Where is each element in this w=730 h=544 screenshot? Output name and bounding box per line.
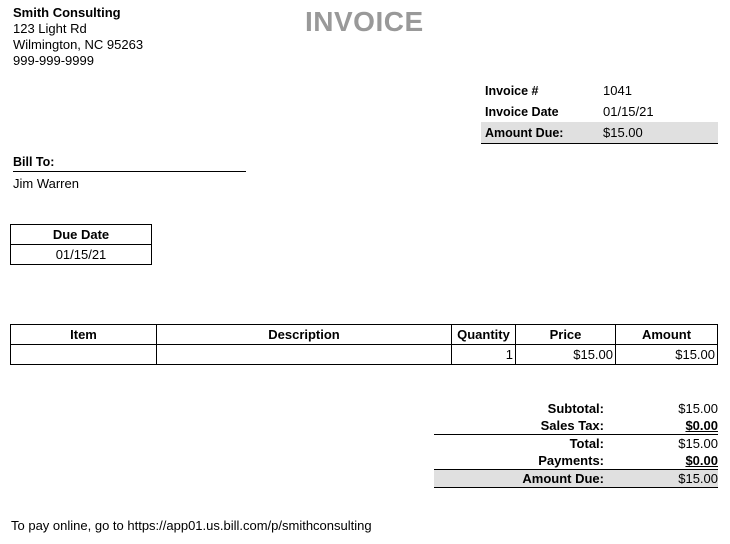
total-amount-due-row	[434, 470, 718, 488]
bill-to-block	[13, 155, 246, 191]
subtotal-value: $15.00	[678, 401, 718, 416]
payments-label: Payments:	[538, 453, 604, 468]
line-items-table	[10, 324, 718, 365]
invoice-date-value: 01/15/21	[603, 104, 654, 119]
due-date-label: Due Date	[11, 225, 152, 245]
col-header-item: Item	[11, 325, 157, 345]
total-amount-due-label: Amount Due:	[522, 471, 604, 486]
company-phone: 999-999-9999	[13, 53, 94, 68]
invoice-title: INVOICE	[305, 6, 424, 37]
amount-due-value: $15.00	[603, 125, 643, 140]
invoice-number-label: Invoice #	[485, 83, 539, 98]
company-address-line2: Wilmington, NC 95263	[13, 37, 144, 52]
total-label: Total:	[569, 436, 604, 451]
due-date-box	[10, 224, 152, 265]
pay-online-note: To pay online, go to https://app01.us.bill.com/p/smithconsulting	[11, 518, 372, 533]
payments-row	[434, 452, 718, 470]
sales-tax-value: $0.00	[685, 418, 718, 433]
table-row	[11, 345, 718, 365]
company-name: Smith Consulting	[13, 5, 121, 20]
subtotal-row	[434, 400, 718, 417]
invoice-date-label: Invoice Date	[485, 104, 559, 119]
total-value: $15.00	[678, 436, 718, 451]
sales-tax-row	[434, 417, 718, 435]
cell-amount: $15.00	[616, 345, 718, 365]
cell-description	[157, 345, 452, 365]
cell-item	[11, 345, 157, 365]
col-header-quantity: Quantity	[452, 325, 516, 345]
amount-due-label: Amount Due:	[485, 125, 564, 140]
invoice-meta	[481, 80, 718, 144]
due-date-value: 01/15/21	[11, 245, 152, 265]
invoice-number-row	[481, 80, 718, 101]
sales-tax-label: Sales Tax:	[540, 418, 604, 433]
amount-due-row	[481, 122, 718, 144]
col-header-description: Description	[157, 325, 452, 345]
col-header-amount: Amount	[616, 325, 718, 345]
subtotal-label: Subtotal:	[547, 401, 604, 416]
invoice-date-row	[481, 101, 718, 122]
cell-price: $15.00	[516, 345, 616, 365]
col-header-price: Price	[516, 325, 616, 345]
payments-value: $0.00	[685, 453, 718, 468]
company-address-line1: 123 Light Rd	[13, 21, 87, 36]
bill-to-label: Bill To:	[13, 155, 246, 172]
totals-block	[434, 400, 718, 488]
total-amount-due-value: $15.00	[678, 471, 718, 486]
company-block	[13, 5, 143, 69]
cell-quantity: 1	[452, 345, 516, 365]
table-header-row	[11, 325, 718, 345]
bill-to-name: Jim Warren	[13, 176, 79, 191]
invoice-number-value: 1041	[603, 83, 632, 98]
total-row	[434, 435, 718, 452]
